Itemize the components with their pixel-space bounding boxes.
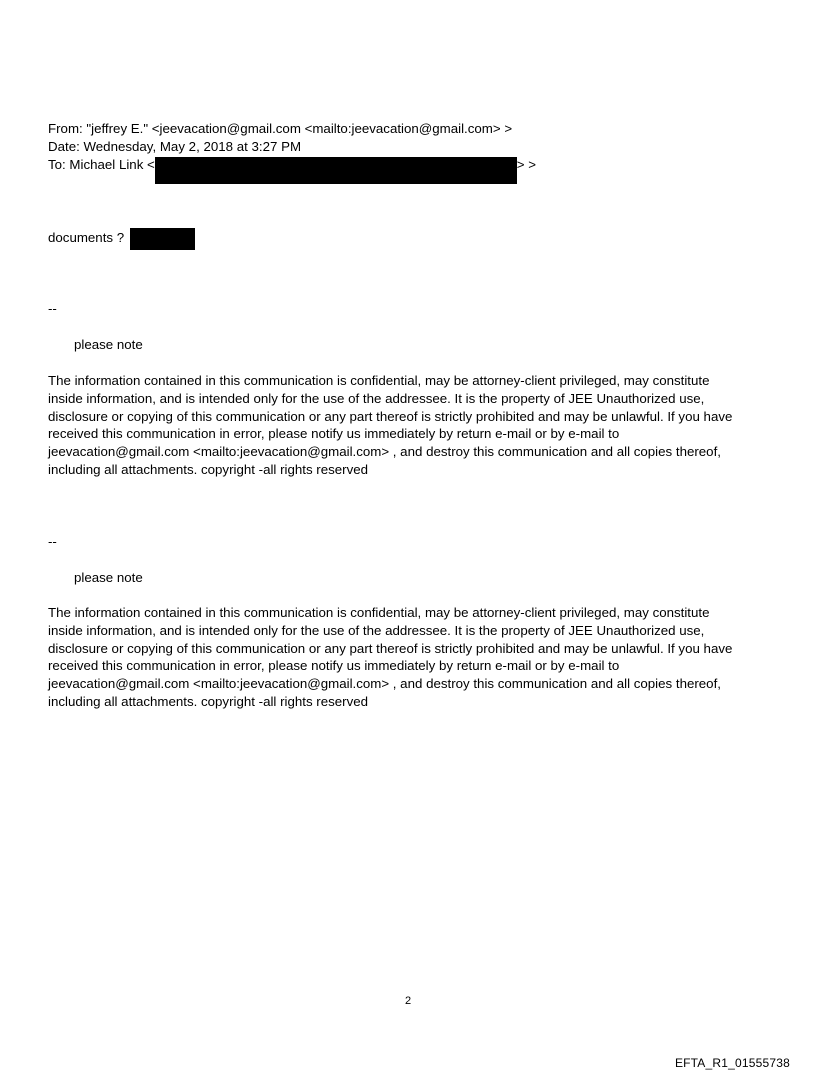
to-suffix: > > xyxy=(516,157,537,172)
redaction-box xyxy=(155,157,517,184)
please-note-label: please note xyxy=(74,337,143,352)
signature-separator: -- xyxy=(48,301,57,316)
please-note-label: please note xyxy=(74,570,143,585)
disclaimer-line: inside information, and is intended only for the use of the addressee. It is the property of JEE Unauthorized use, xyxy=(48,622,705,638)
redaction-box xyxy=(130,228,195,250)
page-number: 2 xyxy=(404,995,412,1007)
disclaimer-line: received this communication in error, please notify us immediately by return e-mail or by e-mail to xyxy=(48,426,620,442)
bates-number: EFTA_R1_01555738 xyxy=(674,1056,790,1070)
to-line xyxy=(48,156,536,184)
date-line: Date: Wednesday, May 2, 2018 at 3:27 PM xyxy=(48,139,302,154)
disclaimer-line: received this communication in error, please notify us immediately by return e-mail or by e-mail to xyxy=(48,658,620,674)
signature-separator: -- xyxy=(48,534,57,549)
to-prefix: To: Michael Link < xyxy=(48,157,155,172)
disclaimer-paragraph xyxy=(48,372,758,479)
disclaimer-line: The information contained in this communication is confidential, may be attorney-client privileged, may constitute xyxy=(48,373,710,388)
disclaimer-line: The information contained in this communication is confidential, may be attorney-client privileged, may constitute xyxy=(48,605,710,620)
disclaimer-line: including all attachments. copyright -all rights reserved xyxy=(48,461,369,477)
disclaimer-line: including all attachments. copyright -all rights reserved xyxy=(48,693,369,709)
disclaimer-line: jeevacation@gmail.com <mailto:jeevacation@gmail.com> , and destroy this communication and all copies thereof, xyxy=(48,676,721,692)
from-line: From: "jeffrey E." <jeevacation@gmail.com <mailto:jeevacation@gmail.com> > xyxy=(48,121,513,136)
disclaimer-paragraph xyxy=(48,604,758,711)
message-body xyxy=(48,229,195,250)
disclaimer-line: disclosure or copying of this communication or any part thereof is strictly prohibited and may be unlawful. If you have xyxy=(48,640,733,656)
disclaimer-line: jeevacation@gmail.com <mailto:jeevacation@gmail.com> , and destroy this communication and all copies thereof, xyxy=(48,444,721,460)
message-text: documents ? xyxy=(48,230,125,245)
disclaimer-line: disclosure or copying of this communication or any part thereof is strictly prohibited and may be unlawful. If you have xyxy=(48,408,733,424)
disclaimer-line: inside information, and is intended only for the use of the addressee. It is the property of JEE Unauthorized use, xyxy=(48,390,705,406)
